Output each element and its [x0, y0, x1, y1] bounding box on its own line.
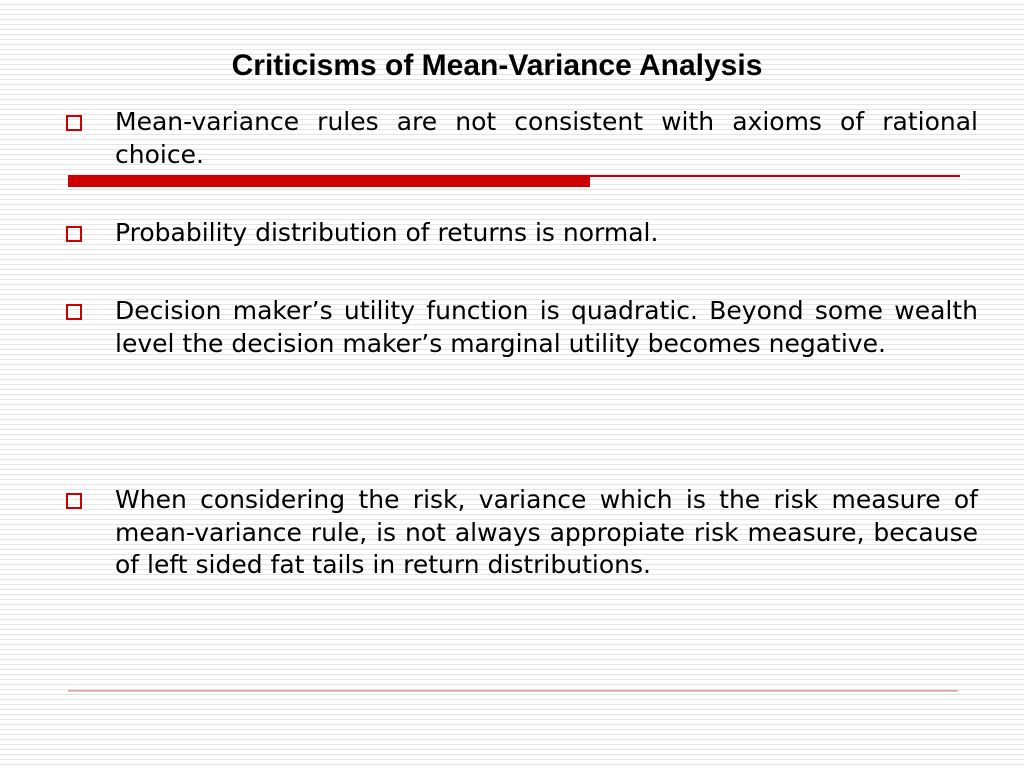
bullet-text: Decision maker’s utility function is quadratic. Beyond some wealth level the decision maker’s marginal utility becomes negative. — [115, 296, 978, 358]
bullet-text: Mean-variance rules are not consistent with axioms of rational choice. — [115, 107, 978, 169]
accent-divider-bar — [68, 175, 590, 187]
bullet-item — [66, 217, 978, 250]
bullet-item — [66, 106, 978, 171]
slide-title: Criticisms of Mean-Variance Analysis — [231, 49, 763, 82]
hollow-square-icon — [66, 304, 82, 320]
hollow-square-icon — [66, 493, 82, 509]
bullet-item — [66, 484, 978, 582]
bullet-text: When considering the risk, variance which is the risk measure of mean-variance rule, is not always appropiate risk measure, because of left sided fat tails in return distributions. — [115, 485, 978, 579]
hollow-square-icon — [66, 115, 82, 131]
footer-divider — [68, 690, 958, 692]
hollow-square-icon — [66, 226, 82, 242]
accent-divider-line — [590, 175, 960, 177]
bullet-text: Probability distribution of returns is normal. — [115, 218, 659, 247]
bullet-item — [66, 295, 978, 360]
